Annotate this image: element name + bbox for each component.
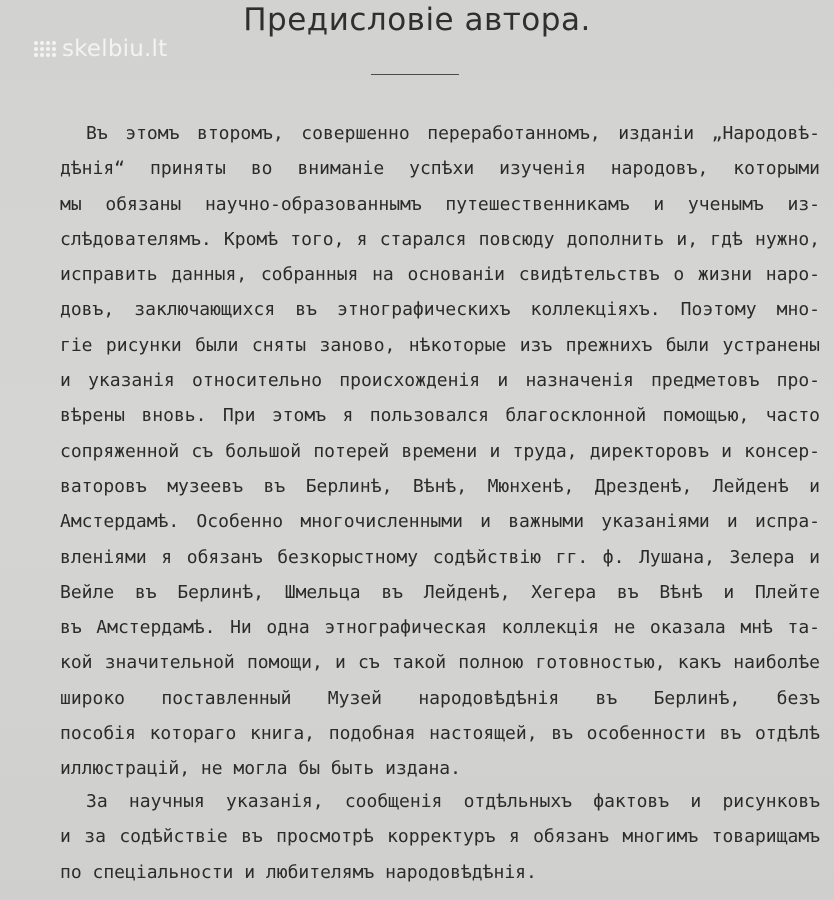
watermark-dots-icon	[34, 41, 56, 57]
text-line: За научныя указанія, сообщенія отдѣльныхъ фактовъ и рисунковъ	[86, 791, 820, 812]
text-line: иллюстрацій, не могла бы быть издана.	[60, 758, 461, 780]
text-line: Въ этомъ второмъ, совершенно переработанномъ, изданіи „Народовѣ-	[86, 123, 820, 144]
text-line: вленіями я обязанъ безкорыстному содѣйствію гг. ф. Лушана, Зелера и	[60, 546, 820, 568]
text-line: широко поставленный Музей народовѣдѣнія въ Берлинѣ, безъ	[60, 687, 820, 709]
text-line: Вейле въ Берлинѣ, Шмельца въ Лейденѣ, Хегера въ Вѣнѣ и Плейте	[60, 581, 820, 603]
text-line: сопряженной съ большой потерей времени и труда, директоровъ и консер-	[60, 440, 820, 462]
text-line: слѣдователямъ. Кромѣ того, я старался повсюду дополнить и, гдѣ нужно,	[60, 228, 820, 250]
paragraph-2	[60, 784, 820, 890]
text-line: по спеціальности и любителямъ народовѣдѣнія.	[60, 861, 537, 883]
watermark-logo	[34, 36, 167, 62]
text-line: гіе рисунки были сняты заново, нѣкоторые изъ прежнихъ были устранены	[60, 334, 820, 356]
text-line: вѣрены вновь. При этомъ я пользовался благосклонной помощью, часто	[60, 405, 820, 427]
text-line: въ Амстердамѣ. Ни одна этнографическая коллекція не оказала мнѣ та-	[60, 617, 820, 639]
watermark-text: skelbiu.lt	[62, 36, 168, 62]
text-line: исправить данныя, собранныя на основаніи свидѣтельствъ о жизни наро-	[60, 264, 820, 286]
text-line: ваторовъ музеевъ въ Берлинѣ, Вѣнѣ, Мюнхенѣ, Дрезденѣ, Лейденѣ и	[60, 475, 820, 497]
text-line: дѣнія“ приняты во вниманіе успѣхи изученія народовъ, которыми	[60, 158, 820, 180]
text-line: довъ, заключающихся въ этнографическихъ коллекціяхъ. Поэтому мно-	[60, 299, 820, 321]
text-line: Амстердамѣ. Особенно многочисленными и важными указаніями и испра-	[60, 511, 820, 533]
text-line: и за содѣйствіе въ просмотрѣ корректуръ я обязанъ многимъ товарищамъ	[60, 826, 820, 848]
text-line: пособія котораго книга, подобная настоящей, въ особенности въ отдѣлѣ	[60, 723, 820, 745]
text-line: кой значительной помощи, и съ такой полною готовностью, какъ наиболѣе	[60, 652, 820, 674]
page-title: Предисловіе автора.	[243, 2, 591, 38]
paragraph-1	[60, 116, 820, 787]
title-divider	[371, 74, 459, 75]
text-line: мы обязаны научно-образованнымъ путешественникамъ и ученымъ из-	[60, 193, 820, 215]
text-line: и указанія относительно происхожденія и назначенія предметовъ про-	[60, 370, 820, 392]
